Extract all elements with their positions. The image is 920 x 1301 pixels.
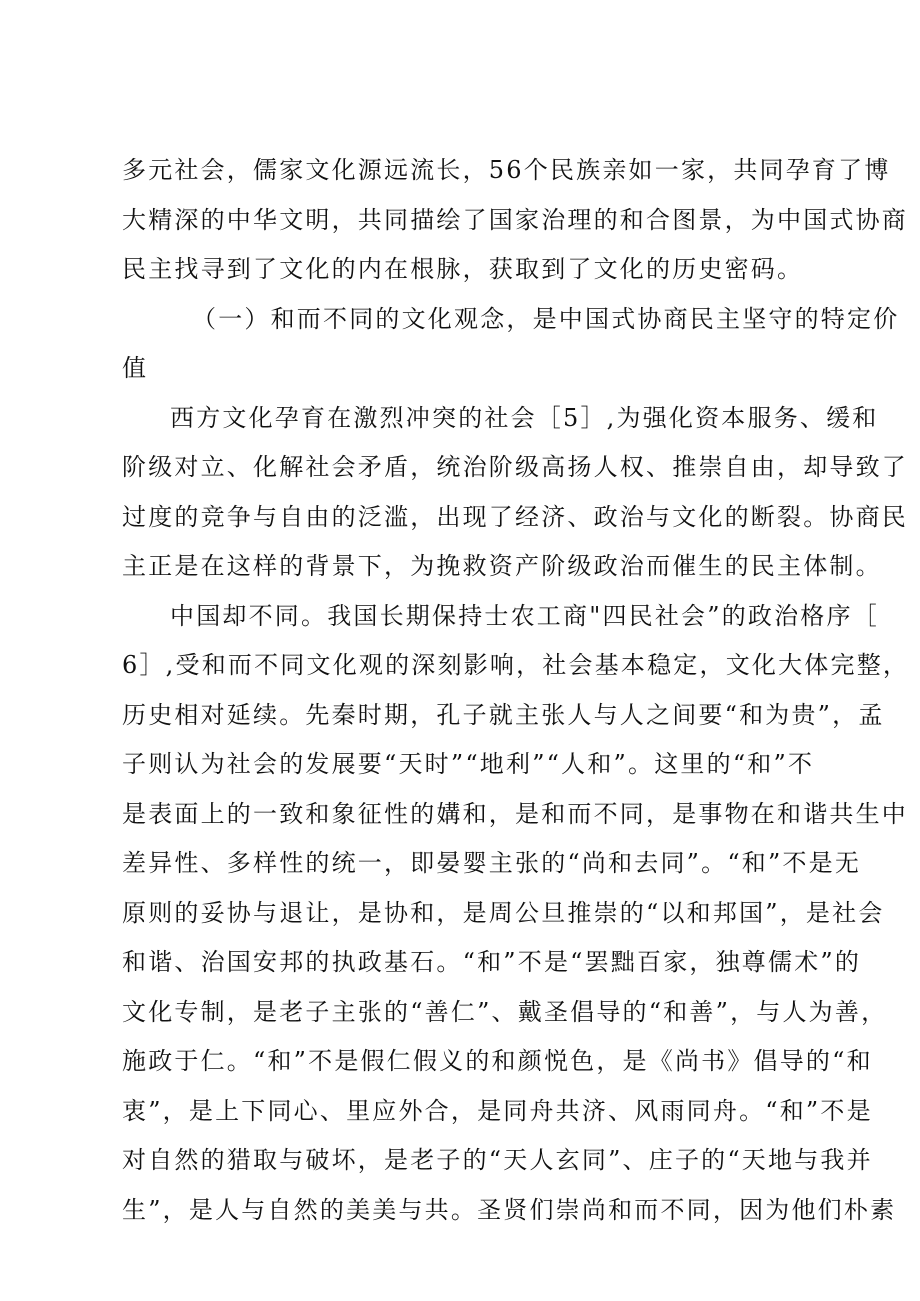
text-line: 民主找寻到了文化的内在根脉，获取到了文化的历史密码。 [122,255,804,283]
text-line: 主正是在这样的背景下，为挽救资产阶级政治而催生的民主体制。 [122,552,882,580]
text-line: 6］,受和而不同文化观的深刻影响，社会基本稳定，文化大体完整， [122,651,910,679]
text-line: 施政于仁。“和”不是假仁假义的和颜悦色，是《尚书》倡导的“和 [122,1047,873,1075]
text-line: 是表面上的一致和象征性的媾和，是和而不同，是事物在和谐共生中 [122,799,908,828]
section-heading-line: （一）和而不同的文化观念，是中国式协商民主坚守的特定价 [192,304,900,333]
text-line: 生”，是人与自然的美美与共。圣贤们崇尚和而不同，因为他们朴素 [122,1195,897,1224]
text-line: 过度的竞争与自由的泛滥，出现了经济、政治与文化的断裂。协商民 [122,502,908,531]
text-line: 阶级对立、化解社会矛盾，统治阶级高扬人权、推崇自由，却导致了 [122,453,908,481]
text-line: 西方文化孕育在激烈冲突的社会［5］,为强化资本服务、缓和 [170,403,879,432]
body-text [122,146,910,1235]
text-line: 对自然的猎取与破坏，是老子的“天人玄同”、庄子的“天地与我并 [122,1146,873,1174]
text-line: 原则的妥协与退让，是协和，是周公旦推崇的“以和邦国”，是社会 [122,898,885,927]
text-line: 历史相对延续。先秦时期，孔子就主张人与人之间要“和为贵”，孟 [122,700,885,729]
text-line: 文化专制，是老子主张的“善仁”、戴圣倡导的“和善”，与人为善， [122,997,888,1026]
text-line: 大精深的中华文明，共同描绘了国家治理的和合图景，为中国式协商 [122,205,908,234]
text-line: 中国却不同。我国长期保持士农工商"四民社会”的政治格序［ [170,601,879,630]
text-line: 衷”，是上下同心、里应外合，是同舟共济、风雨同舟。“和”不是 [122,1096,873,1125]
section-heading-line: 值 [122,354,149,382]
text-line: 多元社会，儒家文化源远流长，56个民族亲如一家，共同孕育了博 [122,156,891,184]
text-line: 差异性、多样性的统一，即晏婴主张的“尚和去同”。“和”不是无 [122,849,862,877]
text-line: 和谐、治国安邦的执政基石。“和”不是“罢黜百家，独尊儒术”的 [122,948,862,976]
text-line: 子则认为社会的发展要“天时”“地利”“人和”。这里的“和”不 [122,750,815,778]
